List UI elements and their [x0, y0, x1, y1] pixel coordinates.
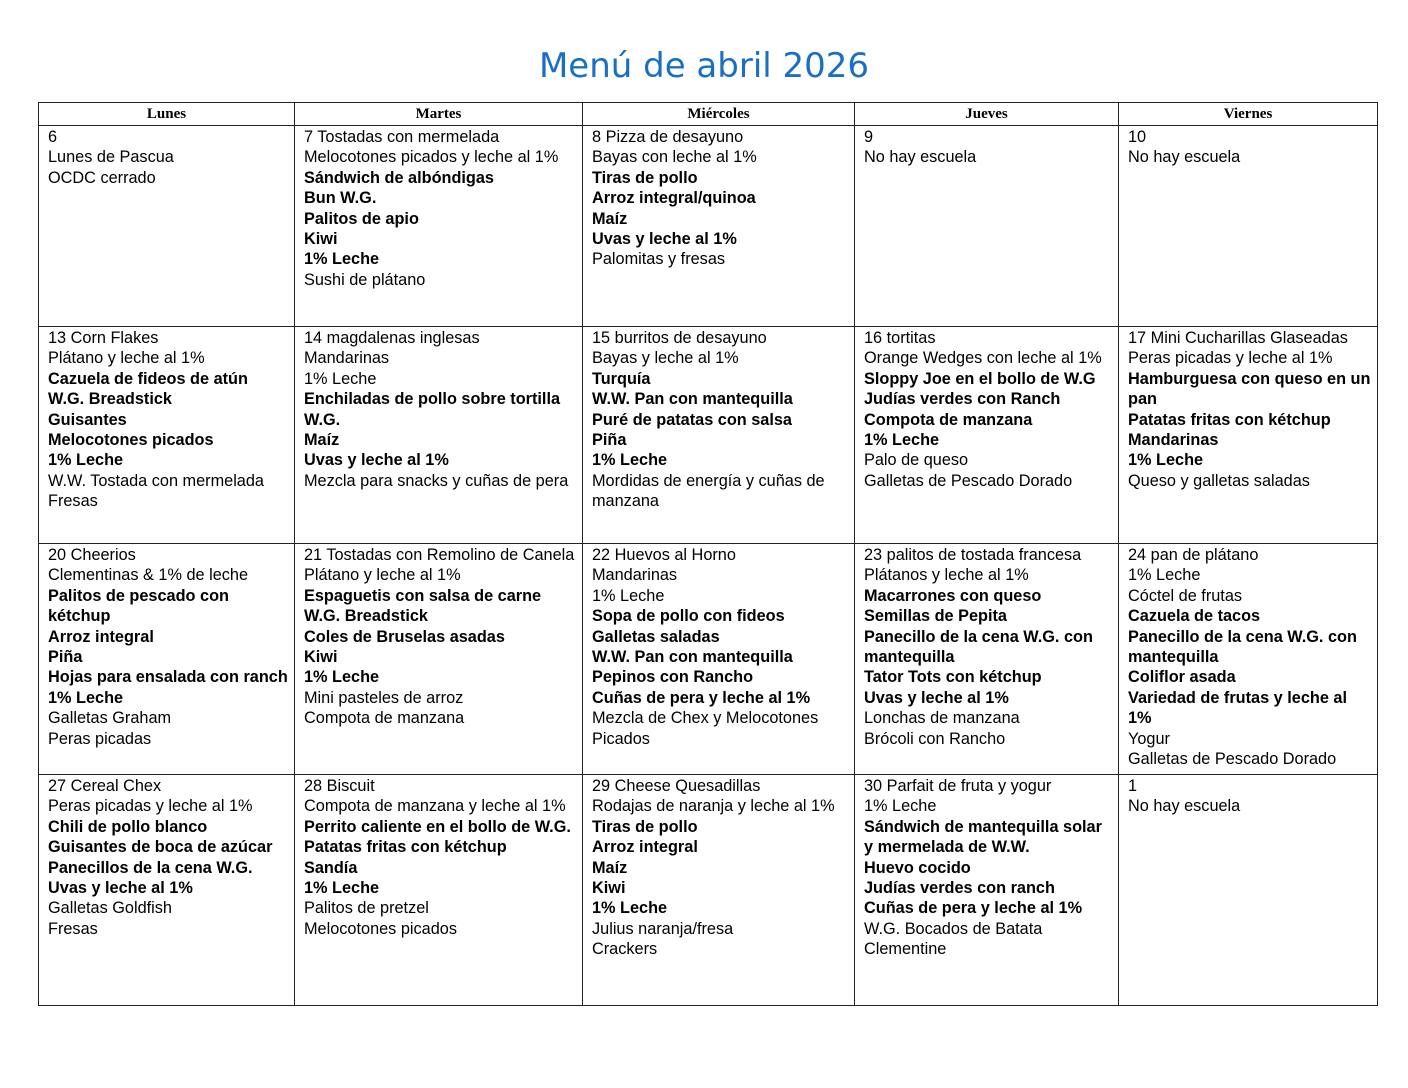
day-number-item: 27 Cereal Chex — [48, 777, 162, 795]
menu-item: Yogur — [1128, 729, 1170, 748]
day-number-item: 14 magdalenas inglesas — [304, 329, 480, 347]
menu-item: Huevo cocido — [864, 858, 971, 877]
menu-item: Tator Tots con kétchup — [864, 668, 1042, 687]
menu-item: Sushi de plátano — [304, 270, 426, 289]
menu-item: Sándwich de albóndigas — [304, 168, 494, 187]
day-number-item: 20 Cheerios — [48, 546, 136, 564]
menu-item: Panecillo de la cena W.G. con mantequilla — [1128, 627, 1357, 667]
menu-item: Rodajas de naranja y leche al 1% — [592, 797, 835, 816]
day-cell — [855, 126, 1119, 327]
menu-item: Mandarinas — [592, 566, 678, 585]
menu-item: Panecillo de la cena W.G. con mantequilla — [864, 627, 1093, 667]
menu-item: Galletas Goldfish — [48, 899, 172, 918]
menu-item: Judías verdes con Ranch — [864, 390, 1061, 409]
day-header-monday: Lunes — [39, 103, 295, 126]
menu-item: W.G. Bocados de Batata — [864, 919, 1043, 938]
menu-item: 1% Leche — [592, 899, 668, 918]
day-number-item: 10 — [1128, 128, 1147, 146]
day-number-item: 15 burritos de desayuno — [592, 329, 767, 347]
day-cell — [583, 327, 855, 544]
menu-item: Mezcla de Chex y Melocotones Picados — [592, 709, 819, 748]
menu-item: Arroz integral/quinoa — [592, 189, 756, 208]
menu-item: Galletas saladas — [592, 627, 720, 646]
menu-item: Kiwi — [304, 230, 338, 249]
menu-item: Bun W.G. — [304, 189, 377, 208]
week-row — [39, 126, 1378, 327]
day-number-item: 8 Pizza de desayuno — [592, 128, 744, 146]
menu-item: Macarrones con queso — [864, 586, 1042, 605]
menu-item: Mini pasteles de arroz — [304, 688, 464, 707]
day-cell — [583, 544, 855, 775]
menu-item: 1% Leche — [1128, 566, 1201, 585]
week-row — [39, 775, 1378, 1006]
day-cell — [855, 775, 1119, 1006]
menu-item: Coles de Bruselas asadas — [304, 627, 505, 646]
day-number-item: 9 — [864, 128, 874, 146]
menu-item: Palitos de pretzel — [304, 899, 429, 918]
day-number-item: 23 palitos de tostada francesa — [864, 546, 1082, 564]
menu-item: Uvas y leche al 1% — [304, 451, 449, 470]
menu-item: Lonchas de manzana — [864, 709, 1020, 728]
menu-item: Cuñas de pera y leche al 1% — [864, 899, 1083, 918]
menu-item: Plátano y leche al 1% — [304, 566, 461, 585]
menu-item: Kiwi — [592, 879, 626, 898]
menu-item: Kiwi — [304, 648, 338, 667]
menu-item: Fresas — [48, 492, 98, 511]
menu-item: Crackers — [592, 940, 658, 959]
menu-item: Arroz integral — [592, 838, 698, 857]
day-header-tuesday: Martes — [295, 103, 583, 126]
menu-item: Maíz — [304, 431, 340, 450]
day-number-item: 6 — [48, 128, 58, 146]
day-number-item: 29 Cheese Quesadillas — [592, 777, 761, 795]
menu-item: Piña — [592, 431, 627, 450]
menu-item: Compota de manzana y leche al 1% — [304, 797, 566, 816]
menu-item: OCDC cerrado — [48, 168, 156, 187]
menu-item: 1% Leche — [864, 797, 937, 816]
day-number-item: 21 Tostadas con Remolino de Canela — [304, 546, 575, 564]
menu-item: Maíz — [592, 858, 628, 877]
menu-item: Mezcla para snacks y cuñas de pera — [304, 471, 569, 490]
menu-item: Melocotones picados — [304, 919, 457, 938]
menu-item: Perrito caliente en el bollo de W.G. — [304, 817, 571, 836]
menu-item: 1% Leche — [304, 879, 380, 898]
menu-item: Tiras de pollo — [592, 168, 698, 187]
menu-item: Plátanos y leche al 1% — [864, 566, 1029, 585]
menu-item: Cazuela de fideos de atún — [48, 369, 248, 388]
day-cell — [295, 775, 583, 1006]
menu-item: Panecillos de la cena W.G. — [48, 858, 253, 877]
day-cell — [855, 327, 1119, 544]
menu-item: Fresas — [48, 919, 98, 938]
menu-item: Bayas y leche al 1% — [592, 349, 739, 368]
menu-weeks — [39, 126, 1378, 1006]
day-cell — [583, 126, 855, 327]
menu-item: Maíz — [592, 209, 628, 228]
menu-item: 1% Leche — [48, 451, 124, 470]
menu-item: Puré de patatas con salsa — [592, 410, 792, 429]
menu-item: W.G. Breadstick — [48, 390, 172, 409]
menu-item: Hamburguesa con queso en un pan — [1128, 369, 1371, 409]
day-cell — [295, 544, 583, 775]
day-cell — [1119, 775, 1378, 1006]
day-number-item: 30 Parfait de fruta y yogur — [864, 777, 1052, 795]
menu-item: 1% Leche — [304, 668, 380, 687]
menu-item: Uvas y leche al 1% — [48, 879, 193, 898]
day-header-row — [39, 103, 1378, 126]
menu-item: No hay escuela — [1128, 797, 1241, 816]
menu-item: Mandarinas — [304, 349, 390, 368]
menu-item: 1% Leche — [304, 250, 380, 269]
menu-item: Sándwich de mantequilla solar y mermelada de W.W. — [864, 817, 1102, 857]
menu-item: Espaguetis con salsa de carne — [304, 586, 542, 605]
menu-item: Palomitas y fresas — [592, 250, 726, 269]
day-cell — [855, 544, 1119, 775]
menu-item: Clementine — [864, 940, 947, 959]
menu-item: Mordidas de energía y cuñas de manzana — [592, 471, 825, 511]
menu-item: 1% Leche — [304, 369, 377, 388]
menu-item: Julius naranja/fresa — [592, 919, 734, 938]
menu-item: Orange Wedges con leche al 1% — [864, 349, 1102, 368]
menu-item: W.W. Pan con mantequilla — [592, 390, 793, 409]
day-number-item: 1 — [1128, 777, 1138, 795]
menu-item: Melocotones picados — [48, 431, 214, 450]
day-cell — [1119, 327, 1378, 544]
menu-item: Melocotones picados y leche al 1% — [304, 148, 559, 167]
menu-item: Coliflor asada — [1128, 668, 1236, 687]
menu-item: Sopa de pollo con fideos — [592, 607, 785, 626]
day-header-thursday: Jueves — [855, 103, 1119, 126]
menu-item: Cuñas de pera y leche al 1% — [592, 688, 811, 707]
menu-item: Mandarinas — [1128, 431, 1219, 450]
menu-item: Sandía — [304, 858, 358, 877]
day-header-wednesday: Miércoles — [583, 103, 855, 126]
menu-item: Uvas y leche al 1% — [592, 230, 737, 249]
day-cell — [1119, 544, 1378, 775]
menu-item: Cóctel de frutas — [1128, 586, 1243, 605]
day-cell — [39, 126, 295, 327]
day-cell — [39, 544, 295, 775]
menu-item: W.G. Breadstick — [304, 607, 428, 626]
menu-item: Peras picadas — [48, 729, 152, 748]
menu-item: Palitos de pescado con kétchup — [48, 586, 229, 626]
menu-item: Patatas fritas con kétchup — [1128, 410, 1331, 429]
menu-item: Brócoli con Rancho — [864, 729, 1006, 748]
day-cell — [295, 327, 583, 544]
menu-item: 1% Leche — [1128, 451, 1204, 470]
day-cell — [39, 327, 295, 544]
menu-item: Palo de queso — [864, 451, 969, 470]
menu-item: Queso y galletas saladas — [1128, 471, 1310, 490]
page-title: Menú de abril 2026 — [538, 46, 870, 86]
menu-item: Sloppy Joe en el bollo de W.G — [864, 369, 1096, 388]
menu-item: Clementinas & 1% de leche — [48, 566, 249, 585]
menu-item: Piña — [48, 648, 83, 667]
menu-item: Hojas para ensalada con ranch — [48, 668, 288, 687]
menu-item: Guisantes — [48, 410, 127, 429]
menu-item: Galletas de Pescado Dorado — [1128, 750, 1337, 769]
menu-item: Palitos de apio — [304, 209, 419, 228]
menu-item: Variedad de frutas y leche al 1% — [1128, 688, 1347, 728]
week-row — [39, 327, 1378, 544]
menu-item: Arroz integral — [48, 627, 154, 646]
menu-item: Turquía — [592, 369, 651, 388]
menu-item: Galletas de Pescado Dorado — [864, 471, 1073, 490]
menu-item: Chili de pollo blanco — [48, 817, 208, 836]
menu-item: Plátano y leche al 1% — [48, 349, 205, 368]
menu-calendar-table — [38, 102, 1378, 1006]
menu-item: 1% Leche — [864, 431, 940, 450]
menu-item: W.W. Tostada con mermelada — [48, 471, 264, 490]
menu-item: Peras picadas y leche al 1% — [1128, 349, 1333, 368]
day-number-item: 17 Mini Cucharillas Glaseadas — [1128, 329, 1348, 347]
menu-item: Enchiladas de pollo sobre tortilla W.G. — [304, 390, 561, 429]
day-cell — [295, 126, 583, 327]
day-number-item: 28 Biscuit — [304, 777, 375, 795]
day-number-item: 7 Tostadas con mermelada — [304, 128, 500, 146]
menu-item: Cazuela de tacos — [1128, 607, 1261, 626]
week-row — [39, 544, 1378, 775]
menu-item: No hay escuela — [1128, 148, 1241, 167]
menu-item: Patatas fritas con kétchup — [304, 838, 507, 857]
day-cell — [583, 775, 855, 1006]
day-cell — [39, 775, 295, 1006]
day-cell — [1119, 126, 1378, 327]
menu-item: Lunes de Pascua — [48, 148, 174, 167]
day-number-item: 22 Huevos al Horno — [592, 546, 736, 564]
menu-item: 1% Leche — [592, 586, 665, 605]
day-number-item: 24 pan de plátano — [1128, 546, 1259, 564]
menu-item: No hay escuela — [864, 148, 977, 167]
day-number-item: 13 Corn Flakes — [48, 329, 159, 347]
menu-item: Guisantes de boca de azúcar — [48, 838, 273, 857]
menu-item: 1% Leche — [592, 451, 668, 470]
menu-item: Peras picadas y leche al 1% — [48, 797, 253, 816]
menu-item: Galletas Graham — [48, 709, 172, 728]
menu-item: Pepinos con Rancho — [592, 668, 754, 687]
menu-item: Uvas y leche al 1% — [864, 688, 1009, 707]
menu-item: Semillas de Pepita — [864, 607, 1007, 626]
day-number-item: 16 tortitas — [864, 329, 936, 347]
menu-item: Bayas con leche al 1% — [592, 148, 757, 167]
menu-item: W.W. Pan con mantequilla — [592, 648, 793, 667]
menu-item: Compota de manzana — [304, 709, 465, 728]
menu-item: Judías verdes con ranch — [864, 879, 1055, 898]
menu-item: 1% Leche — [48, 688, 124, 707]
menu-item: Tiras de pollo — [592, 817, 698, 836]
day-header-friday: Viernes — [1119, 103, 1378, 126]
menu-item: Compota de manzana — [864, 410, 1033, 429]
